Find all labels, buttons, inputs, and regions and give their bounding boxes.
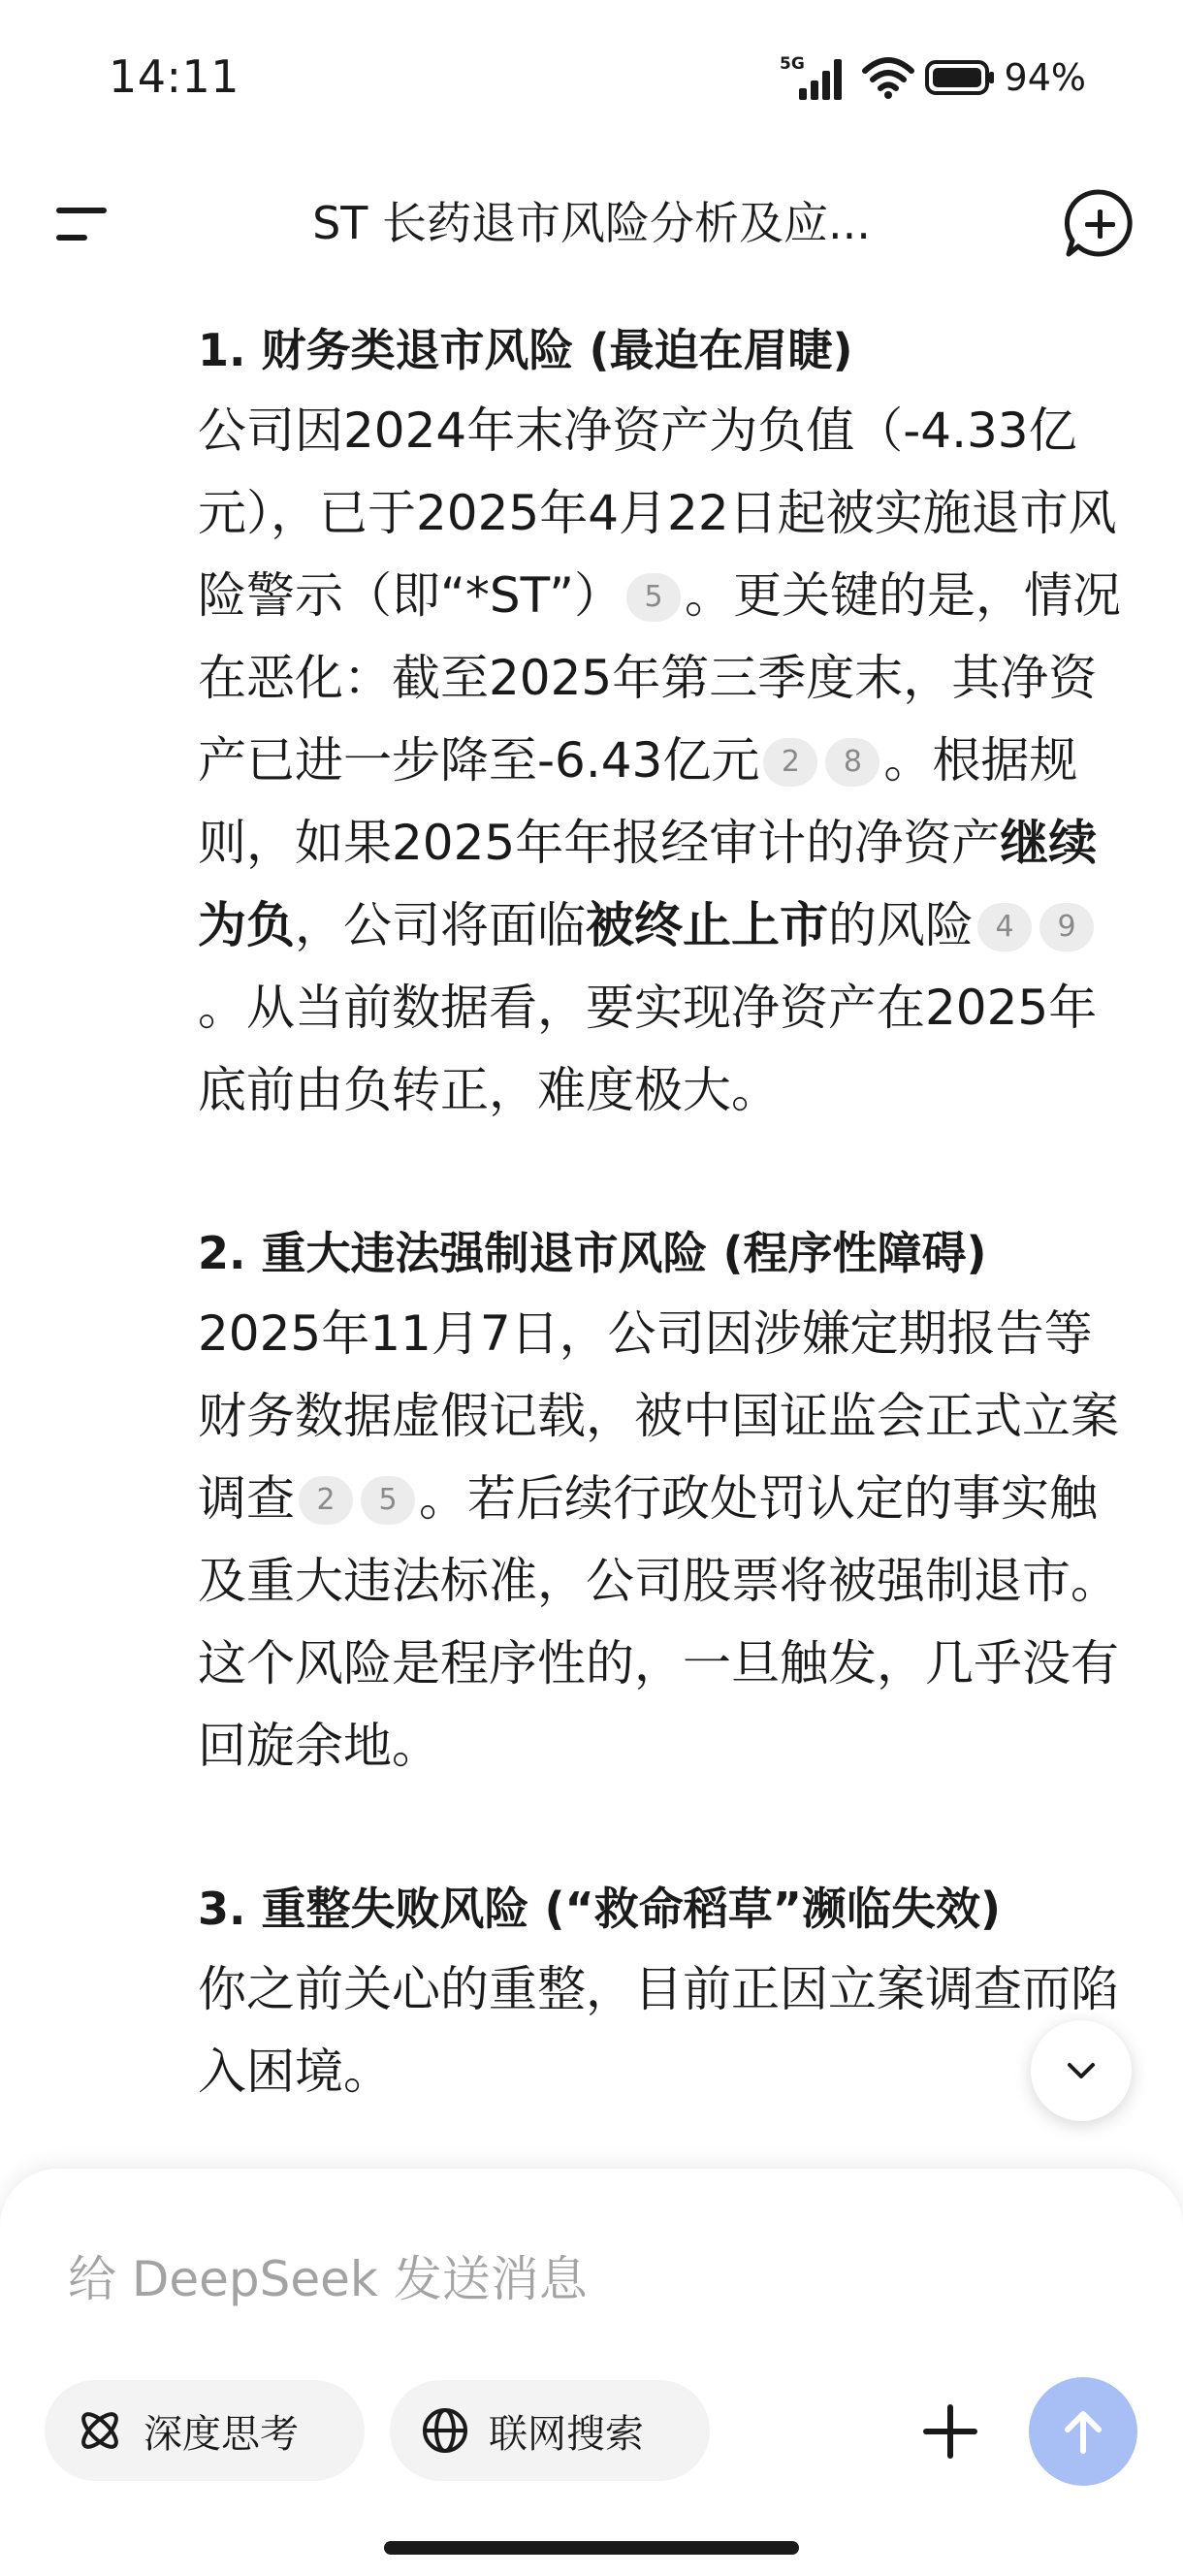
section-paragraph: 你之前关心的重整，目前正因立案调查而陷入困境。 [198,1961,1119,2100]
web-search-label: 联网搜索 [489,2411,644,2457]
section-heading: 2. 重大违法强制退市风险 (程序性障碍) [198,1227,987,1279]
chat-title[interactable]: ST 长药退市风险分析及应... [312,197,871,249]
plus-icon [911,2393,989,2470]
arrow-up-icon [1056,2404,1110,2459]
citation-badge[interactable]: 2 [299,1476,353,1525]
section-violation-risk [198,1213,1138,1787]
home-indicator [384,2541,799,2555]
scroll-to-bottom-button[interactable] [1031,2020,1132,2121]
assistant-message [198,310,1138,2168]
citation-badge[interactable]: 5 [626,573,681,622]
section-paragraph: 公司因2024年末净资产为负值（-4.33亿元），已于2025年4月22日起被实施退市风险警示（即“*ST”） 5 。更关键的是，情况在恶化：截至2025年第三季度末，其净资产已进一步降至-6.43亿元 2 8 。根据规则，如果2025年年报经审计的净资产继续为负，公司将面临被终止上市的风险 4 9。从当前数据看，要实现净资产在2025年底前由负转正，难度极大。 [198,402,1121,1118]
section-heading: 1. 财务类退市风险 (最迫在眉睫) [198,324,853,376]
citation-badge[interactable]: 9 [1039,903,1094,951]
attach-button[interactable] [911,2393,989,2470]
send-button[interactable] [1029,2377,1137,2486]
status-icons [780,50,1086,105]
menu-icon [43,186,120,264]
deep-think-label: 深度思考 [144,2411,299,2457]
cellular-signal-icon [780,53,851,102]
citation-badge[interactable]: 2 [763,738,817,787]
message-composer [0,2169,1183,2576]
section-restructuring-risk [198,1869,1138,2113]
wifi-icon [861,55,915,100]
section-heading: 3. 重整失败风险 (“救命稻草”濒临失效) [198,1883,1002,1935]
deep-think-button[interactable] [45,2380,365,2481]
citation-badge[interactable]: 5 [361,1476,415,1525]
new-chat-icon [1059,182,1140,264]
menu-button[interactable] [43,186,120,264]
citation-badge[interactable]: 4 [977,903,1032,951]
message-input[interactable] [66,2250,1039,2308]
status-bar [0,0,1183,145]
atom-icon [74,2404,126,2457]
citation-badge[interactable]: 8 [825,738,879,787]
network-type-label: 5G [779,54,805,74]
new-chat-button[interactable] [1059,182,1140,264]
web-search-button[interactable] [390,2380,710,2481]
section-paragraph: 2025年11月7日，公司因涉嫌定期报告等财务数据虚假记载，被中国证监会正式立案调查 2 5 。若后续行政处罚认定的事实触及重大违法标准，公司股票将被强制退市。这个风险是程序性的，一旦触发，几乎没有回旋余地。 [198,1305,1119,1774]
globe-icon [419,2404,471,2457]
chat-header [0,145,1183,291]
battery-percentage: 94% [1004,56,1086,99]
status-time: 14:11 [109,50,240,103]
chevron-down-icon [1060,2049,1103,2092]
section-financial-risk [198,310,1138,1132]
battery-icon [925,58,995,97]
